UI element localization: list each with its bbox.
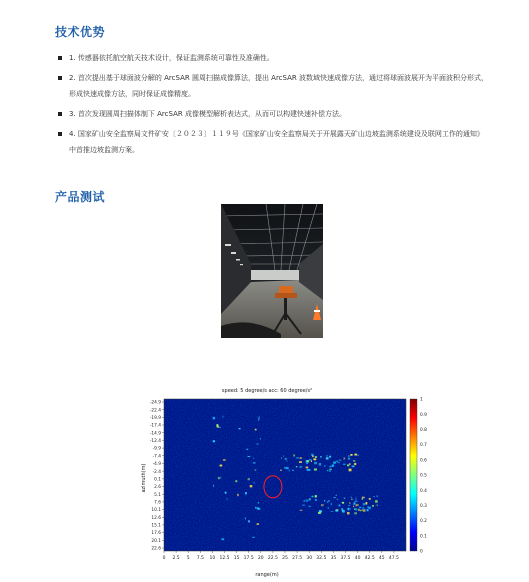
list-item xyxy=(58,126,488,158)
heatmap-cell xyxy=(354,454,357,456)
tunnel-scene-image xyxy=(221,204,323,338)
x-tick-label: 22.5 xyxy=(267,556,278,561)
heatmap-cell xyxy=(319,463,322,465)
heatmap-cell xyxy=(286,460,287,461)
heatmap-cell xyxy=(362,509,363,511)
heatmap-cell xyxy=(333,497,336,498)
heatmap-noise xyxy=(164,399,406,551)
heatmap-cell xyxy=(299,461,302,463)
colorbar-tick-label: 0.9 xyxy=(420,412,427,418)
heatmap-cell xyxy=(257,523,259,524)
heatmap-cell xyxy=(221,538,224,540)
heatmap-cell xyxy=(336,495,337,496)
heatmap-cell xyxy=(315,499,317,501)
list-item-text: 4. 国家矿山安全监察局文件矿安〔２０２３〕１１９号《国家矿山安全监察局关于开展露天矿山边坡监测系统建设及联网工作的通知》中首推边坡监测方案。 xyxy=(69,130,484,154)
chart-title: speed: 5 degree/s acc: 60 degree/s² xyxy=(221,388,313,394)
x-tick-label: 7.5 xyxy=(196,556,204,561)
y-tick-label: 12.6 xyxy=(151,515,161,521)
heatmap-cell xyxy=(312,496,314,498)
heatmap-cell xyxy=(237,494,238,496)
colorbar-tick-label: 0.2 xyxy=(420,519,427,525)
heatmap-cell xyxy=(326,455,327,457)
y-tick-label: 15.1 xyxy=(151,523,161,529)
heatmap-cell xyxy=(253,462,256,464)
heatmap-cell xyxy=(311,454,313,456)
heatmap-cell xyxy=(324,465,326,466)
y-tick-label: -9.9 xyxy=(152,446,161,452)
heatmap-cell xyxy=(238,428,240,429)
heatmap-cell xyxy=(329,456,331,458)
colorbar-tick-label: 0.3 xyxy=(420,504,427,509)
heatmap-cell xyxy=(355,498,356,500)
y-tick-label: 22.6 xyxy=(151,546,161,552)
heatmap-cell xyxy=(354,512,357,514)
heatmap-cell xyxy=(248,478,250,480)
y-tick-label: -14.9 xyxy=(149,431,161,437)
heatmap-cell xyxy=(296,466,298,467)
y-tick-label: 10.1 xyxy=(151,508,161,514)
heatmap-cell xyxy=(314,462,317,464)
heatmap-cell xyxy=(355,508,357,510)
heatmap-cell xyxy=(255,429,257,431)
colorbar-gradient xyxy=(410,399,417,551)
heatmap-cell xyxy=(349,502,350,503)
heatmap-cell xyxy=(353,506,354,507)
heatmap-cell xyxy=(260,438,261,439)
heatmap-cell xyxy=(328,500,330,501)
list-item xyxy=(58,70,488,102)
x-tick-label: 35 xyxy=(330,556,337,561)
list-item-text: 1. 传感器依托航空航天技术设计，保证监测系统可靠性及准确性。 xyxy=(69,54,274,62)
colorbar-tick-label: 0 xyxy=(420,549,423,555)
y-tick-label: 0.1 xyxy=(154,477,161,483)
heatmap-cell xyxy=(304,500,305,502)
heatmap-cell xyxy=(226,498,227,500)
heatmap-cell xyxy=(367,509,368,511)
heatmap-cell xyxy=(315,456,317,458)
heatmap-cell xyxy=(337,499,338,500)
bullet-icon xyxy=(58,56,62,60)
plot-area xyxy=(164,399,406,551)
heatmap-cell xyxy=(255,507,256,509)
heatmap-cell xyxy=(314,468,317,470)
heatmap-cell xyxy=(213,440,215,442)
heatmap-cell xyxy=(343,464,346,465)
heatmap-cell xyxy=(306,467,309,469)
heatmap-cell xyxy=(305,499,308,501)
advantages-list xyxy=(58,50,488,162)
heatmap-cell xyxy=(353,460,355,461)
section-title-advantages: 技术优势 xyxy=(55,25,106,39)
heatmap-cell xyxy=(309,459,312,460)
y-tick-label: 7.6 xyxy=(154,500,161,506)
heatmap-cell xyxy=(326,457,329,459)
x-tick-label: 40 xyxy=(354,556,361,561)
x-tick-label: 0 xyxy=(162,556,166,561)
heatmap-cell xyxy=(347,512,350,514)
list-item-text: 3. 首次发现圆周扫描体制下 ArcSAR 成像模型解析表达式，从而可以构建快速补偿方法。 xyxy=(69,110,346,118)
heatmap-cell xyxy=(354,466,355,467)
x-tick-label: 12.5 xyxy=(219,556,230,561)
heatmap-cell xyxy=(248,456,251,457)
heatmap-cell xyxy=(246,449,248,450)
list-item xyxy=(58,106,488,122)
colorbar-tick-label: 1 xyxy=(420,397,423,403)
y-tick-label: 5.1 xyxy=(154,492,161,498)
heatmap-cell xyxy=(220,477,221,479)
heatmap-cell xyxy=(320,456,322,457)
y-tick-label: 17.6 xyxy=(151,531,161,537)
colorbar-tick-label: 0.4 xyxy=(420,488,427,494)
heatmap-cell xyxy=(254,482,255,484)
heatmap-cell xyxy=(281,458,282,459)
heatmap-cell xyxy=(360,510,361,511)
heatmap-cell xyxy=(245,517,246,519)
y-axis xyxy=(150,400,164,552)
heatmap-cell xyxy=(351,499,353,500)
heatmap-cell xyxy=(280,470,282,471)
heatmap-cell xyxy=(375,500,377,502)
x-tick-label: 2.5 xyxy=(172,556,180,561)
heatmap-cell xyxy=(318,512,321,514)
colorbar-tick-label: 0.1 xyxy=(420,534,427,540)
y-tick-label: -22.4 xyxy=(149,408,161,414)
x-tick-label: 10 xyxy=(209,556,216,561)
heatmap-cell xyxy=(333,461,336,463)
heatmap-cell xyxy=(348,505,350,506)
heatmap-cell xyxy=(359,507,361,508)
bullet-icon xyxy=(58,112,62,116)
heatmap-cell xyxy=(329,466,331,468)
heatmap-cell xyxy=(363,503,366,505)
y-tick-label: -12.4 xyxy=(149,439,161,445)
heatmap-cell xyxy=(356,504,358,506)
heatmap-cell xyxy=(339,460,342,461)
heatmap-cell xyxy=(338,462,340,463)
test-site-photo xyxy=(221,204,323,338)
heatmap-cell xyxy=(299,466,302,468)
heatmap-cell xyxy=(300,457,302,459)
heatmap-cell xyxy=(357,454,359,455)
x-tick-label: 37.5 xyxy=(340,556,351,561)
y-tick-label: 2.6 xyxy=(154,485,161,491)
heatmap-cell xyxy=(373,496,374,497)
heatmap-cell xyxy=(349,469,352,471)
x-axis-label: range(m) xyxy=(255,572,279,578)
heatmap-cell xyxy=(307,460,309,462)
sar-heatmap-chart xyxy=(132,383,432,578)
heatmap-cell xyxy=(300,510,303,511)
x-axis xyxy=(163,551,399,561)
heatmap-cell xyxy=(252,537,255,538)
colorbar-tick-label: 0.5 xyxy=(420,473,427,479)
heatmap-cell xyxy=(307,469,309,471)
y-tick-label: -19.9 xyxy=(149,415,161,421)
colorbar-tick-label: 0.7 xyxy=(420,443,427,449)
heatmap-cell xyxy=(223,459,226,461)
heatmap-cell xyxy=(309,469,310,471)
heatmap-cell xyxy=(216,424,218,426)
x-tick-label: 45 xyxy=(378,556,385,561)
heatmap-cell xyxy=(368,507,370,509)
heatmap-cell xyxy=(235,480,237,482)
list-item xyxy=(58,50,488,66)
x-tick-label: 20 xyxy=(257,556,264,561)
y-tick-label: 20.1 xyxy=(151,538,161,544)
heatmap-cell xyxy=(348,458,350,460)
x-tick-label: 32.5 xyxy=(316,556,327,561)
heatmap-cell xyxy=(342,502,344,504)
heatmap-cell xyxy=(250,485,253,487)
heatmap-cell xyxy=(324,500,325,502)
x-tick-label: 27.5 xyxy=(292,556,303,561)
heatmap-cell xyxy=(350,454,352,456)
y-tick-label: -7.4 xyxy=(152,454,161,460)
heatmap-cell xyxy=(339,504,341,506)
x-tick-label: 47.5 xyxy=(388,556,399,561)
heatmap-cell xyxy=(343,457,345,459)
heatmap-cell xyxy=(309,499,311,501)
heatmap-cell xyxy=(293,455,295,457)
heatmap-cell xyxy=(286,467,289,469)
heatmap-cell xyxy=(256,443,258,444)
heatmap-cell xyxy=(377,495,378,496)
heatmap-cell xyxy=(219,427,221,428)
heatmap-cell xyxy=(355,501,358,502)
bullet-icon xyxy=(58,132,62,136)
heatmap-cell xyxy=(255,469,257,470)
heatmap-cell xyxy=(248,520,250,522)
heatmap-cell xyxy=(315,495,317,497)
heatmap-cell xyxy=(331,511,334,512)
heatmap-cell xyxy=(220,465,223,467)
heatmap-cell xyxy=(306,463,308,464)
heatmap-cell xyxy=(258,502,259,504)
heatmap-cell xyxy=(362,507,364,509)
heatmap-cell xyxy=(308,506,310,507)
heatmap-cell xyxy=(321,504,324,506)
heatmap-cell xyxy=(369,498,371,500)
heatmap-cell xyxy=(332,464,334,466)
list-item-text: 2. 首次提出基于球面波分解的 ArcSAR 圆周扫描成像算法，提出 ArcSAR 波数域快速成像方法，通过将球面波展开为平面波积分形式，形成快速成像方法，同时保证成像精度。 xyxy=(69,74,488,98)
heatmap-cell xyxy=(213,485,214,487)
colorbar xyxy=(410,397,427,555)
heatmap-cell xyxy=(302,505,305,506)
y-axis-label: azimuth(m) xyxy=(141,463,147,493)
heatmap-cell xyxy=(354,463,356,465)
heatmap-cell xyxy=(372,505,374,507)
x-tick-label: 15 xyxy=(233,556,240,561)
heatmap-cell xyxy=(344,498,345,499)
bullet-icon xyxy=(58,76,62,80)
heatmap-cell xyxy=(335,510,338,512)
heatmap-cell xyxy=(358,509,360,511)
colorbar-tick-label: 0.6 xyxy=(420,458,427,464)
x-tick-label: 5 xyxy=(186,556,190,561)
heatmap-cell xyxy=(347,508,348,510)
heatmap-cell xyxy=(292,470,294,471)
heatmap-cell xyxy=(283,456,284,457)
heatmap-cell xyxy=(289,470,290,472)
heatmap-cell xyxy=(349,463,351,465)
y-tick-label: -2.4 xyxy=(152,469,161,475)
heatmap-cell xyxy=(328,507,329,509)
heatmap-cell xyxy=(218,477,220,479)
heatmap-cell xyxy=(353,502,355,504)
section-title-testing: 产品测试 xyxy=(55,190,106,204)
heatmap-cell xyxy=(253,458,254,459)
heatmap-cell xyxy=(258,417,259,419)
heatmap-svg xyxy=(132,383,432,578)
heatmap-cell xyxy=(348,455,350,457)
x-tick-label: 25 xyxy=(282,556,288,561)
heatmap-cell xyxy=(329,469,332,470)
heatmap-cell xyxy=(257,507,259,509)
heatmap-cell xyxy=(245,492,247,494)
heatmap-cell xyxy=(222,416,223,418)
heatmap-cell xyxy=(351,497,352,498)
y-tick-label: -24.9 xyxy=(149,400,161,406)
heatmap-cell xyxy=(311,461,312,462)
heatmap-cell xyxy=(366,502,368,504)
heatmap-cell xyxy=(313,458,316,460)
y-tick-label: -4.9 xyxy=(152,462,161,468)
heatmap-cell xyxy=(331,503,332,505)
x-tick-label: 42.5 xyxy=(364,556,375,561)
heatmap-cell xyxy=(336,461,337,462)
heatmap-cell xyxy=(327,470,328,471)
heatmap-cell xyxy=(285,458,287,460)
colorbar-tick-label: 0.8 xyxy=(420,428,427,433)
heatmap-cell xyxy=(258,419,259,420)
heatmap-cell xyxy=(342,510,345,512)
heatmap-cell xyxy=(225,492,227,494)
y-tick-label: -17.4 xyxy=(149,423,161,429)
heatmap-cell xyxy=(362,498,363,500)
x-tick-label: 17.5 xyxy=(243,556,254,561)
heatmap-cell xyxy=(377,504,378,506)
heatmap-cell xyxy=(296,457,299,458)
x-tick-label: 30 xyxy=(306,556,313,561)
heatmap-cell xyxy=(363,509,366,511)
heatmap-cell xyxy=(213,417,215,419)
